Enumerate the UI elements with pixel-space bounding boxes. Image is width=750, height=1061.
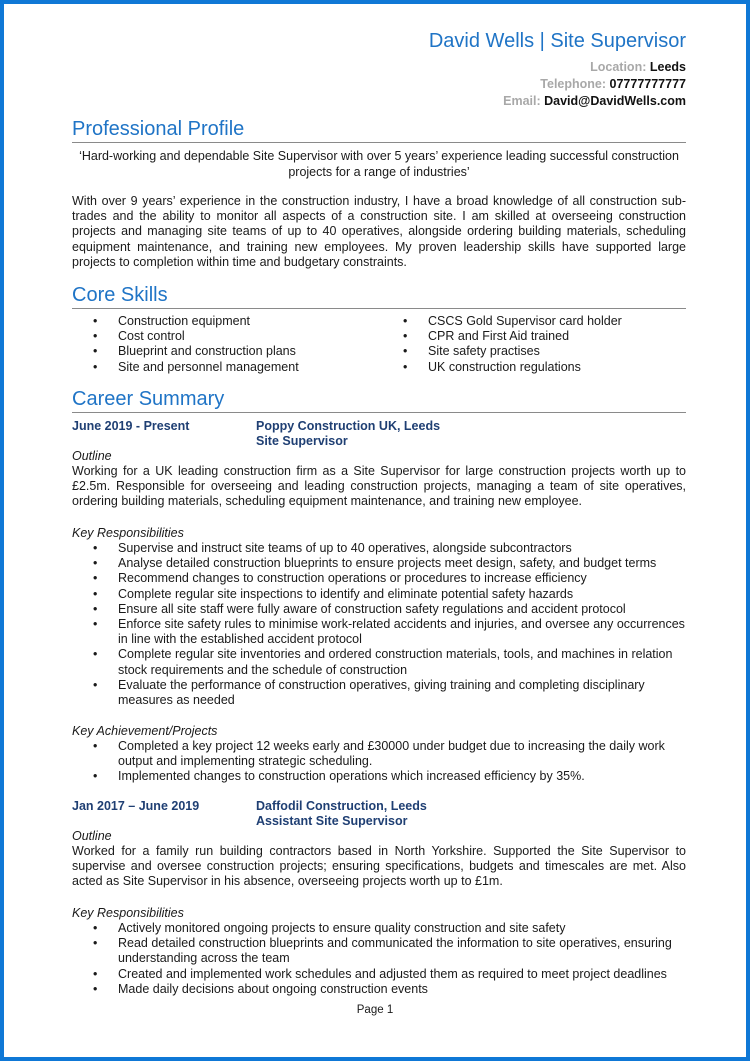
job-role: Site Supervisor [256, 434, 348, 448]
job-role: Assistant Site Supervisor [256, 814, 408, 828]
job-dates: Jan 2017 – June 2019 [72, 799, 200, 813]
location-line [503, 59, 686, 76]
location-label: Location: [590, 60, 647, 74]
skill-item: • UK construction regulations [382, 360, 686, 375]
achievements-label: Key Achievement/Projects [72, 724, 218, 738]
responsibility-item: • Recommend changes to construction operations or procedures to increase efficiency [72, 571, 686, 586]
achievement-item: • Completed a key project 12 weeks early and £30000 under budget due to increasing the daily work output and implementing strategic scheduling. [72, 739, 686, 769]
outline-label: Outline [72, 829, 112, 843]
achievements-list [72, 739, 686, 785]
responsibility-item: • Complete regular site inventories and ordered construction materials, tools, and machines in relation stock requirements and the schedule of construction [72, 647, 686, 677]
achievement-item: • Implemented changes to construction operations which increased efficiency by 35%. [72, 769, 686, 784]
responsibilities-label: Key Responsibilities [72, 906, 184, 920]
skill-item: • Site and personnel management [72, 360, 382, 375]
skill-item: • Cost control [72, 329, 382, 344]
email-line [503, 93, 686, 110]
responsibility-item: • Made daily decisions about ongoing construction events [72, 982, 686, 997]
contact-block [503, 59, 686, 110]
section-title-career: Career Summary [72, 387, 686, 413]
telephone-value: 07777777777 [609, 77, 686, 91]
skill-item: • Site safety practises [382, 344, 686, 359]
responsibility-item: • Created and implemented work schedules and adjusted them as required to meet project deadlines [72, 967, 686, 982]
section-title-profile: Professional Profile [72, 117, 686, 143]
telephone-label: Telephone: [540, 77, 607, 91]
responsibilities-list [72, 541, 686, 708]
responsibility-item: • Supervise and instruct site teams of up to 40 operatives, alongside subcontractors [72, 541, 686, 556]
responsibilities-list [72, 921, 686, 997]
outline-label: Outline [72, 449, 112, 463]
cv-page [4, 4, 746, 1057]
profile-quote: ‘Hard-working and dependable Site Supervisor with over 5 years’ experience leading successful construction projects for a range of industries’ [79, 149, 679, 179]
email-value: David@DavidWells.com [544, 94, 686, 108]
job-outline: Working for a UK leading construction firm as a Site Supervisor for large construction projects worth up to £2.5m. Responsible for overseeing and leading construction projects, managing a team of site operatives, ordering building materials, scheduling equipment maintenance, and training new employee. [72, 464, 686, 509]
job-outline: Worked for a family run building contractors based in North Yorkshire. Supported the Site Supervisor to supervise and oversee construction projects; ensuring specifications, budgets and timescales are met. Also acted as Site Supervisor in his absence, overseeing projects worth up to £1m. [72, 844, 686, 889]
skill-item: • Blueprint and construction plans [72, 344, 382, 359]
skill-item: • Construction equipment [72, 314, 382, 329]
responsibility-item: • Analyse detailed construction blueprints to ensure projects meet design, safety, and budget terms [72, 556, 686, 571]
location-value: Leeds [649, 60, 686, 74]
skills-right-column [382, 314, 686, 375]
page-number: Page 1 [356, 1004, 394, 1016]
candidate-name: David Wells | Site Supervisor [428, 30, 686, 52]
email-label: Email: [503, 94, 541, 108]
responsibility-item: • Enforce site safety rules to minimise work-related accidents and injuries, and oversee any occurrences in line with the established accident protocol [72, 617, 686, 647]
skill-item: • CPR and First Aid trained [382, 329, 686, 344]
job-company: Daffodil Construction, Leeds [256, 799, 427, 813]
responsibility-item: • Evaluate the performance of construction operatives, giving training and completing disciplinary measures as needed [72, 678, 686, 708]
skills-left-column [72, 314, 382, 375]
telephone-line [503, 76, 686, 93]
responsibility-item: • Actively monitored ongoing projects to ensure quality construction and site safety [72, 921, 686, 936]
skill-item: • CSCS Gold Supervisor card holder [382, 314, 686, 329]
responsibility-item: • Complete regular site inspections to identify and eliminate potential safety hazards [72, 587, 686, 602]
responsibility-item: • Read detailed construction blueprints and communicated the information to site operatives, ensuring understanding across the team [72, 936, 686, 966]
responsibility-item: • Ensure all site staff were fully aware of construction safety regulations and accident protocol [72, 602, 686, 617]
section-title-skills: Core Skills [72, 283, 686, 309]
responsibilities-label: Key Responsibilities [72, 526, 184, 540]
job-dates: June 2019 - Present [72, 419, 190, 433]
job-company: Poppy Construction UK, Leeds [256, 419, 441, 433]
profile-summary: With over 9 years’ experience in the construction industry, I have a broad knowledge of all construction sub-trades and the ability to monitor all aspects of a construction site. I am skilled at overseeing construction projects and managing site teams of up to 40 operatives, alongside ordering building materials, scheduling equipment maintenance, and training new employees. My proven leadership skills have supported large projects to completion within time and budgetary constraints. [72, 194, 686, 269]
